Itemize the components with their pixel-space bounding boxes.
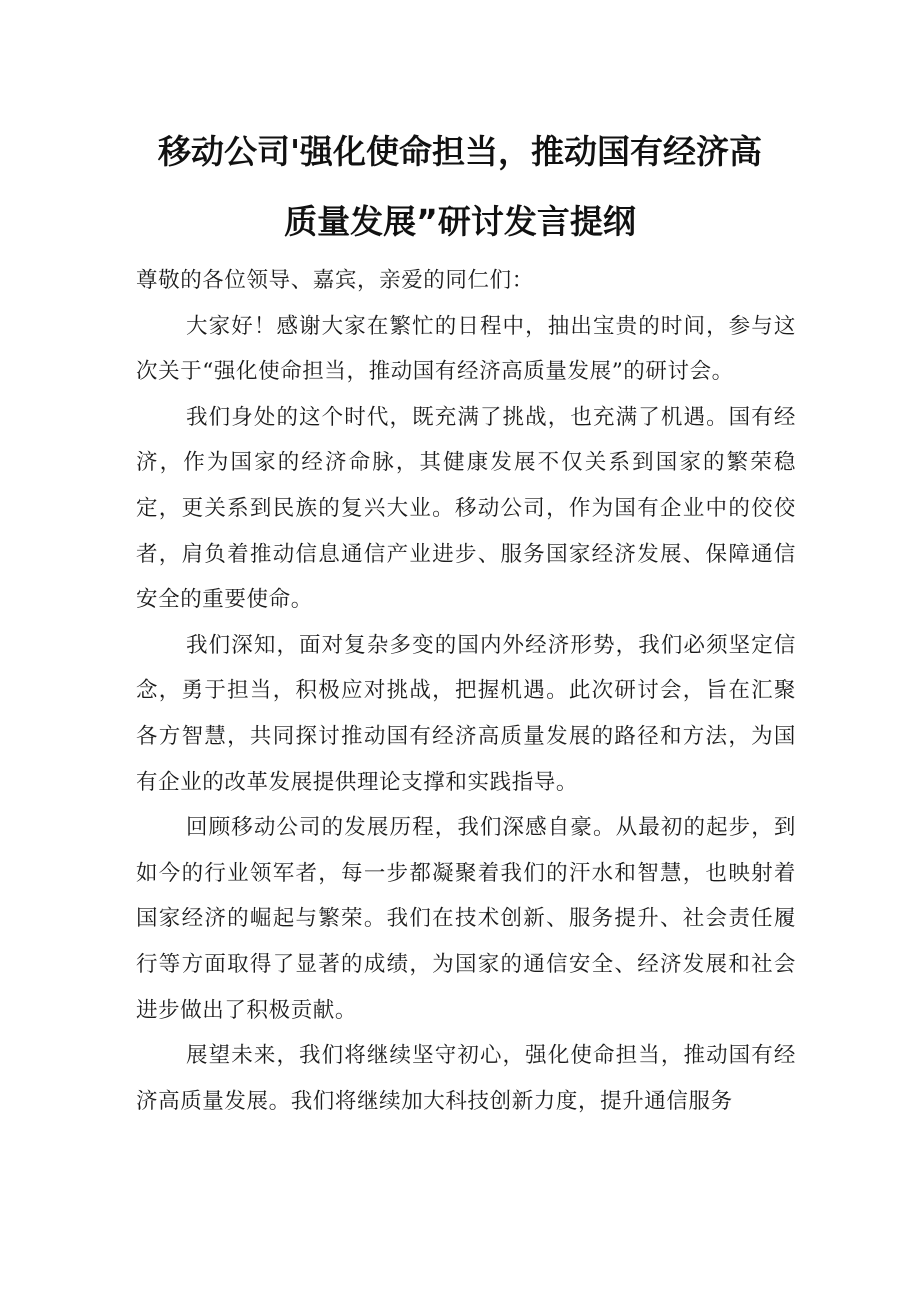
document-title-line-2: 质量发展”研讨发言提纲: [284, 202, 636, 241]
paragraph-seminar-purpose: 我们深知，面对复杂多变的国内外经济形势，我们必须坚定信念，勇于担当，积极应对挑战，把握机遇。此次研讨会，旨在汇聚各方智慧，共同探讨推动国有经济高质量发展的路径和方法，为国有企业的改革发展提供理论支撑和实践指导。: [136, 632, 796, 795]
salutation: 尊敬的各位领导、嘉宾，亲爱的同仁们：: [136, 268, 534, 293]
paragraph-era: 我们身处的这个时代，既充满了挑战，也充满了机遇。国有经济，作为国家的经济命脉，其健康发展不仅关系到国家的繁荣稳定，更关系到民族的复兴大业。移动公司，作为国有企业中的佼佼者，肩负着推动信息通信产业进步、服务国家经济发展、保障通信安全的重要使命。: [136, 404, 796, 613]
document-title-line-1: 移动公司'强化使命担当，推动国有经济高: [157, 132, 763, 171]
paragraph-greeting: 大家好！感谢大家在繁忙的日程中，抽出宝贵的时间，参与这次关于“强化使命担当，推动国有经济高质量发展”的研讨会。: [136, 313, 796, 385]
document-body: [136, 258, 796, 1124]
paragraph-history: 回顾移动公司的发展历程，我们深感自豪。从最初的起步，到如今的行业领军者，每一步都凝聚着我们的汗水和智慧，也映射着国家经济的崛起与繁荣。我们在技术创新、服务提升、社会责任履行等方面取得了显著的成绩，为国家的通信安全、经济发展和社会进步做出了积极贡献。: [136, 815, 796, 1023]
paragraph-outlook: 展望未来，我们将继续坚守初心，强化使命担当，推动国有经济高质量发展。我们将继续加大科技创新力度，提升通信服务: [136, 1043, 796, 1114]
